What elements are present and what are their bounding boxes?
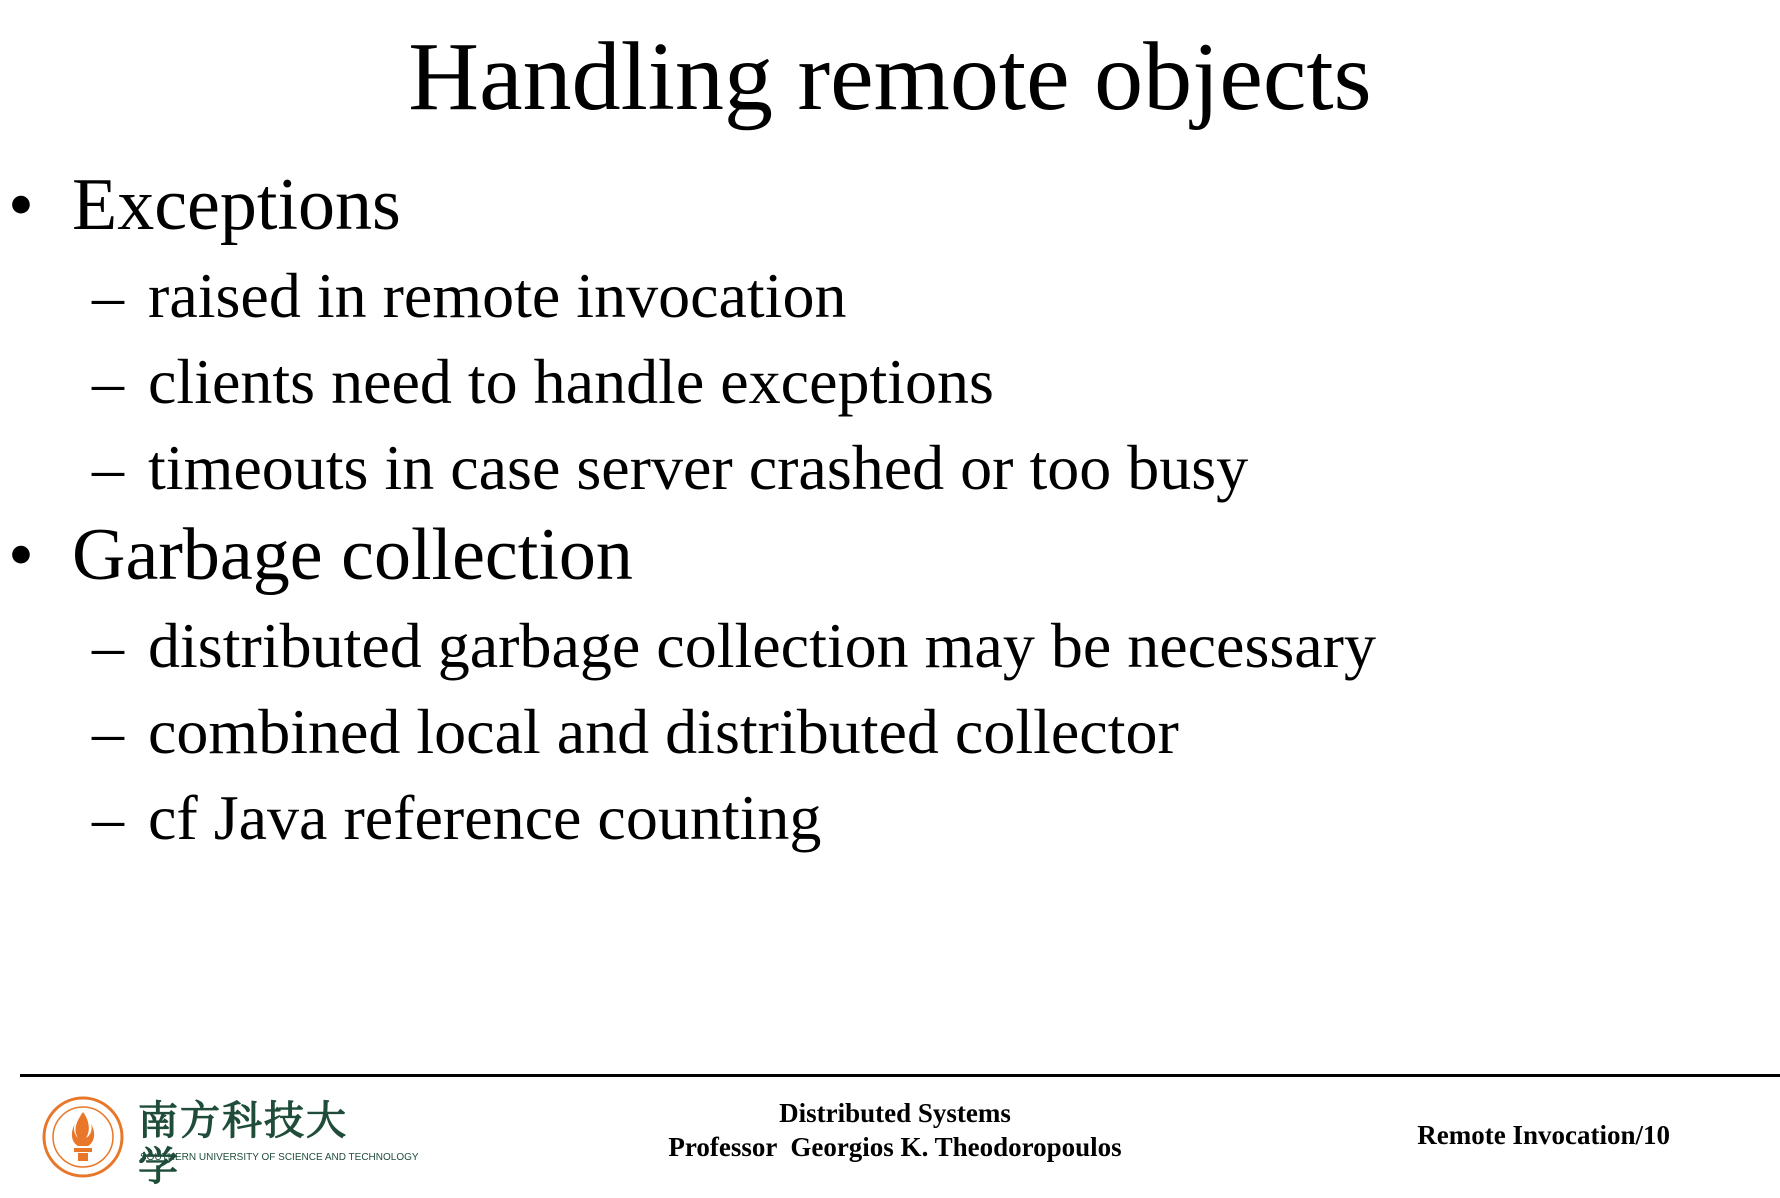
bullet-dot: • [8,514,34,596]
sub-bullet-text: cf Java reference counting [148,782,822,853]
sub-bullet [92,692,1179,772]
sub-bullet-dash: – [92,696,124,767]
sub-bullet [92,256,846,336]
sub-bullet [92,778,821,858]
logo-english-name: SOUTHERN UNIVERSITY OF SCIENCE AND TECHNOLOGY [140,1152,419,1163]
sub-bullet-dash: – [92,260,124,331]
sub-bullet-dash: – [92,346,124,417]
slide-title: Handling remote objects [408,23,1372,131]
sub-bullet-dash: – [92,610,124,681]
bullet-dot: • [8,164,34,246]
sub-bullet [92,428,1248,508]
sub-bullet-text: distributed garbage collection may be necessary [148,610,1376,681]
bullet-heading: Exceptions [72,164,401,246]
sub-bullet [92,342,994,422]
sub-bullet-text: timeouts in case server crashed or too busy [148,432,1249,503]
university-emblem-icon [40,1094,126,1180]
sub-bullet-text: raised in remote invocation [148,260,847,331]
footer-course-info [560,1096,1230,1164]
footer-divider [20,1074,1780,1077]
sub-bullet-dash: – [92,432,124,503]
footer-professor: Professor Georgios K. Theodoropoulos [668,1132,1122,1162]
footer-page-label: Remote Invocation/10 [1417,1120,1670,1150]
footer-course: Distributed Systems [779,1098,1011,1128]
sub-bullet [92,606,1376,686]
bullet-heading: Garbage collection [72,514,633,596]
sub-bullet-dash: – [92,782,124,853]
bullet-garbage-collection [8,510,633,600]
sub-bullet-text: clients need to handle exceptions [148,346,994,417]
sub-bullet-text: combined local and distributed collector [148,696,1179,767]
university-logo [40,1094,419,1190]
logo-chinese-name: 南方科技大学 [138,1097,348,1190]
bullet-exceptions [8,160,401,250]
